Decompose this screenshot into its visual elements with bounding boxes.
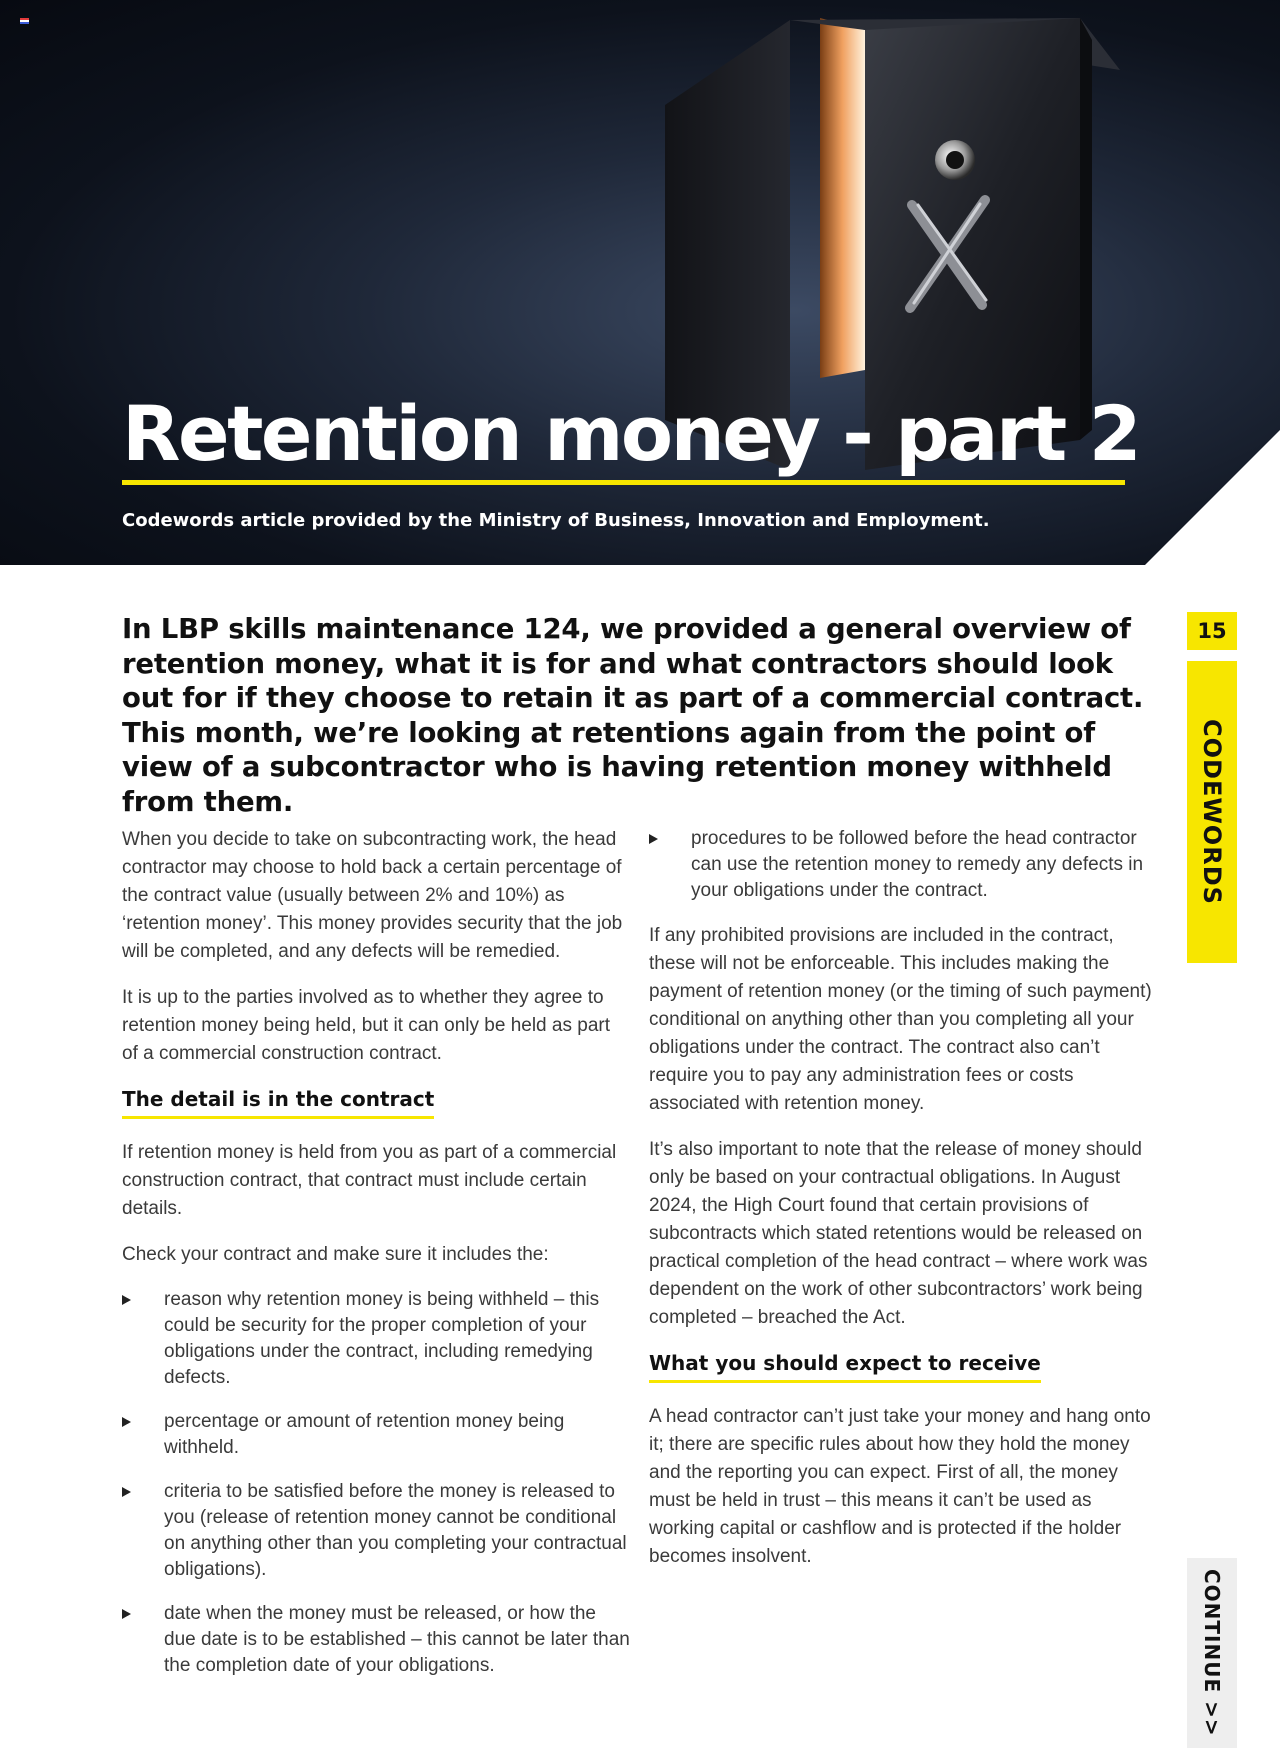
hero-banner xyxy=(0,0,1280,565)
page-number: 15 xyxy=(1197,619,1227,643)
list-item-text: date when the money must be released, or how the due date is to be established – this cannot be later than the completion date of your obligations. xyxy=(164,1603,630,1676)
list-item-text: reason why retention money is being withheld – this could be security for the proper completion of your obligations under the contract, including remedying defects. xyxy=(164,1289,600,1388)
section-heading: What you should expect to receive xyxy=(649,1350,1041,1383)
page-subtitle: Codewords article provided by the Ministry of Business, Innovation and Employment. xyxy=(122,510,990,531)
bullet-arrow-icon xyxy=(122,1607,132,1621)
continue-button[interactable] xyxy=(1187,1558,1237,1748)
list-item xyxy=(122,1287,630,1391)
list-item-text: criteria to be satisfied before the money is released to you (release of retention money cannot be conditional on anything other than you completing your contractual obligations). xyxy=(164,1481,627,1580)
list-item-text: procedures to be followed before the head contractor can use the retention money to remedy any defects in your obligations under the contract. xyxy=(691,828,1144,901)
list-item xyxy=(649,826,1157,904)
intro-paragraph: In LBP skills maintenance 124, we provided a general overview of retention money, what it is for and what contractors should look out for if they choose to retain it as part of a commercial contract. This month, we’re looking at retentions again from the point of view of a subcontractor who is having retention money withheld from them. xyxy=(122,613,1144,818)
body-paragraph: It’s also important to note that the release of money should only be based on your contractual obligations. In August 2024, the High Court found that certain provisions of subcontracts which stated retentions would be released on practical completion of the head contract – where work was dependent on the work of other subcontractors’ work being completed – breached the Act. xyxy=(649,1139,1148,1328)
continue-label: CONTINUE >> xyxy=(1200,1569,1224,1737)
body-paragraph: If any prohibited provisions are included in the contract, these will not be enforceable. This includes making the payment of retention money (or the timing of such payment) conditional on anything other than you completing all your obligations under the contract. The contract also can’t require you to pay any administration fees or costs associated with retention money. xyxy=(649,925,1152,1114)
bullet-arrow-icon xyxy=(649,832,659,846)
list-item xyxy=(122,1479,630,1583)
left-column xyxy=(122,826,630,1697)
body-paragraph: When you decide to take on subcontracting work, the head contractor may choose to hold back a certain percentage of the contract value (usually between 2% and 10%) as ‘retention money’. This money provides security that the job will be completed, and any defects will be remedied. xyxy=(122,829,623,962)
list-item xyxy=(122,1601,630,1679)
body-paragraph: It is up to the parties involved as to whether they agree to retention money being held, but it can only be held as part of a commercial construction contract. xyxy=(122,987,610,1064)
section-heading: The detail is in the contract xyxy=(122,1086,434,1119)
page-number-badge xyxy=(1187,612,1237,650)
page-title: Retention money - part 2 xyxy=(122,389,1140,478)
body-paragraph: Check your contract and make sure it includes the: xyxy=(122,1244,549,1265)
list-item-text: percentage or amount of retention money being withheld. xyxy=(164,1411,565,1458)
list-item xyxy=(122,1409,630,1461)
bullet-arrow-icon xyxy=(122,1415,132,1429)
checklist-continued xyxy=(649,826,1157,904)
body-paragraph: If retention money is held from you as part of a commercial construction contract, that contract must include certain details. xyxy=(122,1142,617,1219)
section-tab xyxy=(1187,661,1237,963)
bullet-arrow-icon xyxy=(122,1485,132,1499)
title-underline xyxy=(122,480,1125,485)
checklist xyxy=(122,1287,630,1679)
bullet-arrow-icon xyxy=(122,1293,132,1307)
body-paragraph: A head contractor can’t just take your money and hang onto it; there are specific rules about how they hold the money and the reporting you can expect. First of all, the money must be held in trust – this means it can’t be used as working capital or cashflow and is protected if the holder becomes insolvent. xyxy=(649,1406,1151,1567)
right-column xyxy=(649,826,1157,1589)
section-label: CODEWORDS xyxy=(1198,719,1226,905)
